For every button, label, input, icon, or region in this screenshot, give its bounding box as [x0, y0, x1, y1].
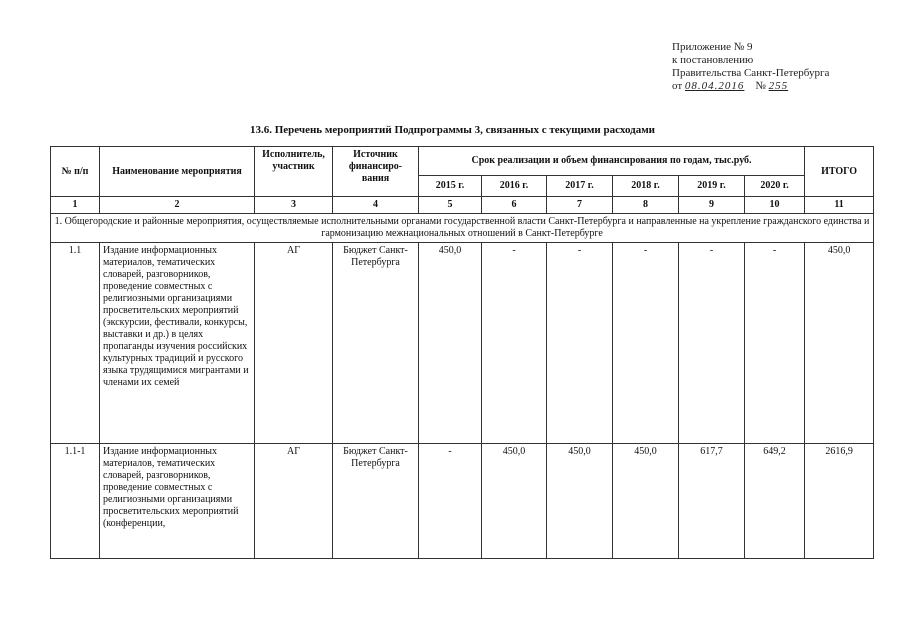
- col-num-3: 3: [255, 197, 333, 214]
- row-total: 450,0: [805, 243, 874, 444]
- row-source: Бюджет Санкт-Петербурга: [333, 444, 419, 559]
- section-row: [51, 214, 874, 243]
- header-source: Источник финансиро-вания: [333, 147, 419, 197]
- header-year-2018: 2018 г.: [613, 176, 679, 197]
- number-prefix: №: [755, 80, 766, 92]
- col-num-8: 8: [613, 197, 679, 214]
- col-num-1: 1: [51, 197, 100, 214]
- date-prefix: от: [672, 80, 683, 92]
- header-year-2015: 2015 г.: [419, 176, 482, 197]
- row-2016: 450,0: [482, 444, 547, 559]
- row-2019: 617,7: [679, 444, 745, 559]
- row-2020: -: [745, 243, 805, 444]
- row-2015: 450,0: [419, 243, 482, 444]
- column-numbers-row: [51, 197, 874, 214]
- row-executor: АГ: [255, 243, 333, 444]
- col-num-2: 2: [100, 197, 255, 214]
- row-2016: -: [482, 243, 547, 444]
- row-2017: -: [547, 243, 613, 444]
- row-executor: АГ: [255, 444, 333, 559]
- col-num-11: 11: [805, 197, 874, 214]
- row-num: 1.1-1: [51, 444, 100, 559]
- header-num: № п/п: [51, 147, 100, 197]
- row-2017: 450,0: [547, 444, 613, 559]
- row-num: 1.1: [51, 243, 100, 444]
- row-total: 2616,9: [805, 444, 874, 559]
- row-name: Издание информационных материалов, тематических словарей, разговорников, проведение совместных с религиозными организациями просветительских мероприятий (экскурсии, фестивали, конкурсы, выставки и др.) в целях пропаганды изучения российских культурных традиций и русского языка трудящимися мигрантами и членами их семей: [100, 243, 255, 444]
- col-num-9: 9: [679, 197, 745, 214]
- approval-number: 255: [768, 80, 789, 92]
- approval-date-line: [672, 80, 829, 93]
- approval-line-3: Правительства Санкт-Петербурга: [672, 67, 830, 79]
- row-name: Издание информационных материалов, тематических словарей, разговорников, проведение совместных с религиозными организациями просветительских мероприятий (конференции,: [100, 444, 255, 559]
- approval-stamp: [672, 41, 829, 93]
- approval-line-2: к постановлению: [672, 54, 754, 66]
- approval-line-1: Приложение № 9: [672, 41, 753, 53]
- header-year-2017: 2017 г.: [547, 176, 613, 197]
- row-2015: -: [419, 444, 482, 559]
- row-2018: -: [613, 243, 679, 444]
- col-num-6: 6: [482, 197, 547, 214]
- document-title: 13.6. Перечень мероприятий Подпрограммы 3, связанных с текущими расходами: [249, 124, 656, 136]
- row-source: Бюджет Санкт-Петербурга: [333, 243, 419, 444]
- header-period: Срок реализации и объем финансирования по годам, тыс.руб.: [419, 147, 805, 176]
- header-year-2020: 2020 г.: [745, 176, 805, 197]
- col-num-5: 5: [419, 197, 482, 214]
- header-total: ИТОГО: [805, 147, 874, 197]
- header-row-1: [51, 147, 874, 176]
- col-num-10: 10: [745, 197, 805, 214]
- table-row: [51, 444, 874, 559]
- table-row: [51, 243, 874, 444]
- col-num-7: 7: [547, 197, 613, 214]
- header-year-2016: 2016 г.: [482, 176, 547, 197]
- header-executor: Исполнитель, участник: [255, 147, 333, 197]
- approval-date: 08.04.2016: [684, 80, 745, 92]
- header-year-2019: 2019 г.: [679, 176, 745, 197]
- row-2020: 649,2: [745, 444, 805, 559]
- row-2019: -: [679, 243, 745, 444]
- row-2018: 450,0: [613, 444, 679, 559]
- section-title: 1. Общегородские и районные мероприятия, осуществляемые исполнительными органами государственной власти Санкт-Петербурга и направленные на укрепление гражданского единства и гармонизацию межнациональных отношений в Санкт-Петербурге: [51, 214, 874, 243]
- col-num-4: 4: [333, 197, 419, 214]
- activities-table: [50, 146, 874, 559]
- header-name: Наименование мероприятия: [100, 147, 255, 197]
